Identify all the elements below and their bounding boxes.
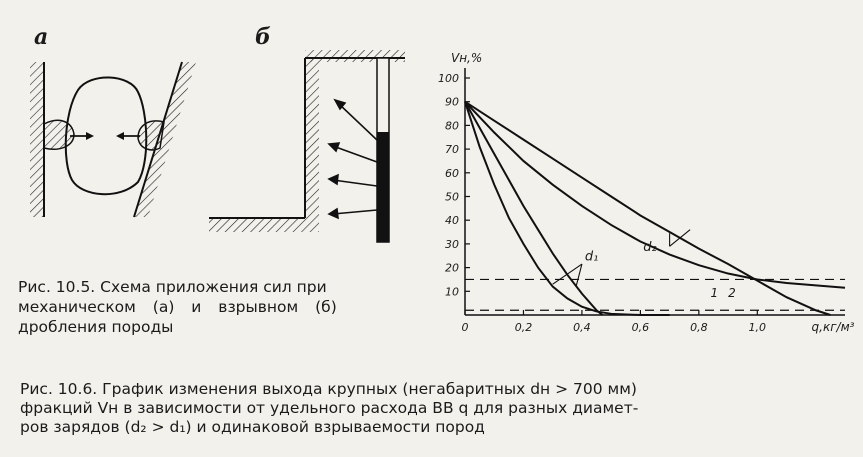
y-tick-label: 40: [445, 214, 459, 228]
figure-label-a: а: [34, 24, 49, 50]
figure-label-b: б: [255, 24, 271, 50]
x-tick-label: 0,4: [573, 321, 591, 334]
series-line-d1: [465, 102, 602, 315]
reference-line-label: 2: [728, 286, 736, 301]
left-contact: [44, 120, 74, 149]
bench-face: [305, 58, 319, 218]
y-tick-label: 70: [445, 143, 459, 157]
x-tick-label: 0,8: [690, 321, 708, 334]
right-contact: [138, 121, 164, 150]
series-line-d2: [465, 102, 830, 315]
caption-line: Рис. 10.5. Схема приложения сил при: [18, 278, 327, 296]
series-label-d1: d₁: [584, 249, 599, 265]
figure-10-5-caption: [18, 277, 418, 337]
y-tick-label: 50: [445, 190, 459, 204]
explosive-charge: [377, 132, 389, 242]
left-wall: [30, 62, 44, 217]
y-tick-label: 10: [445, 285, 459, 299]
reference-line-label: 1: [710, 286, 719, 301]
top-surface: [305, 50, 405, 62]
series-label-d2: d₂: [643, 240, 657, 256]
y-tick-label: 60: [445, 166, 459, 180]
x-tick-label: 0,6: [631, 321, 650, 334]
y-tick-label: 30: [445, 237, 459, 251]
y-tick-label: 90: [445, 95, 459, 109]
y-tick-label: 100: [438, 72, 459, 85]
x-axis-label: q,кг/м³: [811, 320, 855, 334]
d2-leader: [670, 230, 690, 247]
x-tick-label: 0: [461, 321, 469, 334]
y-tick-label: 20: [445, 261, 459, 275]
caption-line: механическом (а) и взрывном (б): [18, 298, 337, 316]
bench-floor: [209, 218, 319, 232]
x-tick-label: 1,0: [748, 321, 767, 334]
figure-10-6-caption: [20, 380, 850, 437]
yield-chart: [420, 20, 860, 340]
caption-line: ров зарядов (d₂ > d₁) и одинаковой взрываемости пород: [20, 418, 485, 436]
caption-line: Рис. 10.6. График изменения выхода крупных (негабаритных dн > 700 мм): [20, 380, 637, 398]
x-tick-label: 0,2: [514, 321, 533, 334]
series-line-d2: [465, 102, 845, 288]
y-tick-label: 80: [445, 119, 459, 133]
diagram-explosive-crushing: [205, 48, 420, 248]
y-axis-label: Vн,%: [451, 51, 483, 65]
caption-line: фракций Vн в зависимости от удельного расхода ВВ q для разных диамет-: [20, 399, 639, 417]
diagram-mechanical-crushing: [20, 52, 210, 227]
caption-line: дробления породы: [18, 318, 174, 336]
